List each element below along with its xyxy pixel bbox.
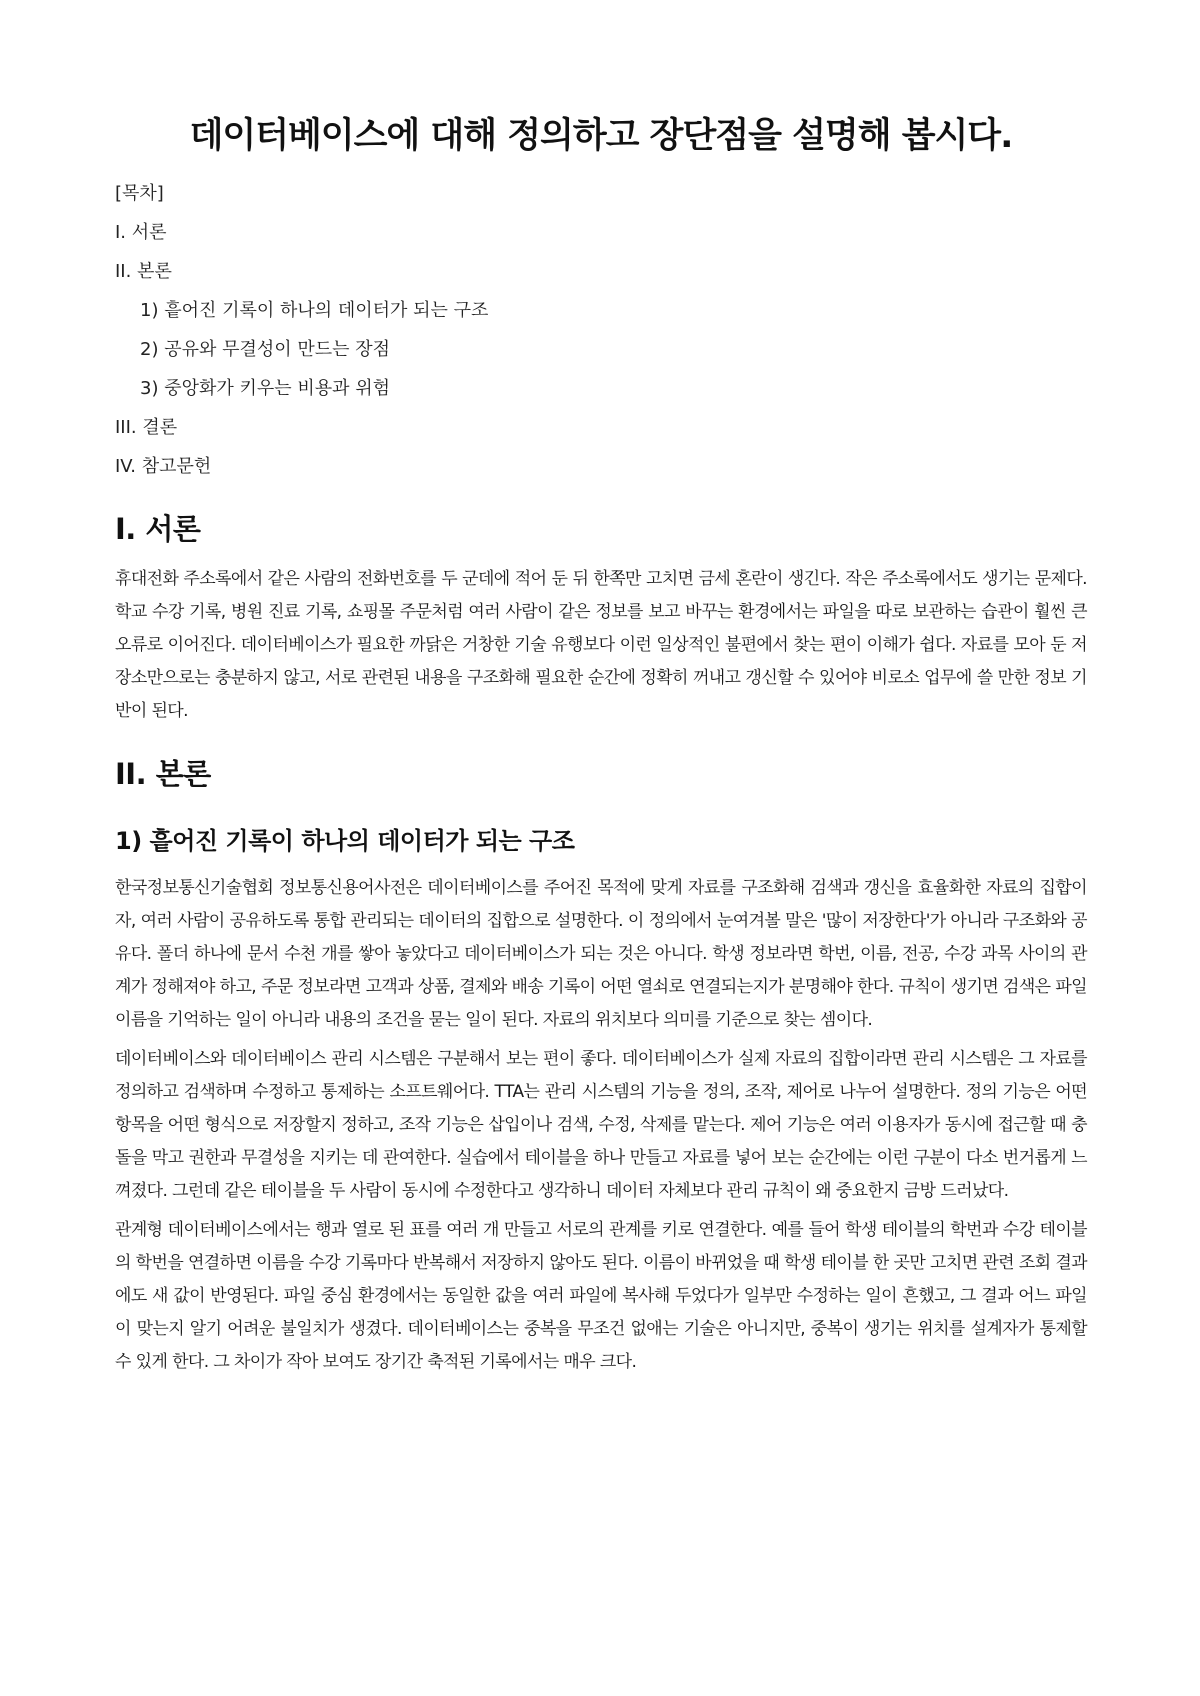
toc-item-body-3: 3) 중앙화가 키우는 비용과 위험 <box>140 378 391 399</box>
body-paragraph: 한국정보통신기술협회 정보통신용어사전은 데이터베이스를 주어진 목적에 맞게 자료를 구조화해 검색과 갱신을 효율화한 자료의 집합이자, 여러 사람이 공유하도록 통합 관리되는 데이터의 집합으로 설명한다. 이 정의에서 눈여겨볼 말은 '많이 저장한다'가 아니라 구조화와 공유다. 폴더 하나에 문서 수천 개를 쌓아 놓았다고 데이터베이스가 되는 것은 아니다. 학생 정보라면 학번, 이름, 전공, 수강 과목 사이의 관계가 정해져야 하고, 주문 정보라면 고객과 상품, 결제와 배송 기록이 어떤 열쇠로 연결되는지가 분명해야 한다. 규칙이 생기면 검색은 파일 이름을 기억하는 일이 아니라 내용의 조건을 묻는 일이 된다. 자료의 위치보다 의미를 기준으로 찾는 셈이다. <box>115 878 1087 1030</box>
section-heading-body: II. 본론 <box>115 757 211 791</box>
intro-paragraph: 휴대전화 주소록에서 같은 사람의 전화번호를 두 군데에 적어 둔 뒤 한쪽만 고치면 금세 혼란이 생긴다. 작은 주소록에서도 생기는 문제다. 학교 수강 기록, 병원 진료 기록, 쇼핑몰 주문처럼 여러 사람이 같은 정보를 보고 바꾸는 환경에서는 파일을 따로 보관하는 습관이 훨씬 큰 오류로 이어진다. 데이터베이스가 필요한 까닭은 거창한 기술 유행보다 이런 일상적인 불편에서 찾는 편이 이해가 쉽다. 자료를 모아 둔 저장소만으로는 충분하지 않고, 서로 관련된 내용을 구조화해 필요한 순간에 정확히 꺼내고 갱신할 수 있어야 비로소 업무에 쓸 만한 정보 기반이 된다. <box>115 569 1087 721</box>
section-body <box>115 754 1087 1379</box>
toc-item-body: II. 본론 <box>115 261 172 282</box>
toc-item-body-2: 2) 공유와 무결성이 만드는 장점 <box>140 339 391 360</box>
toc-item-intro: I. 서론 <box>115 222 167 243</box>
body-paragraph: 관계형 데이터베이스에서는 행과 열로 된 표를 여러 개 만들고 서로의 관계를 키로 연결한다. 예를 들어 학생 테이블의 학번과 수강 테이블의 학번을 연결하면 이름을 수강 기록마다 반복해서 저장하지 않아도 된다. 이름이 바뀌었을 때 학생 테이블 한 곳만 고치면 관련 조회 결과에도 새 값이 반영된다. 파일 중심 환경에서는 동일한 값을 여러 파일에 복사해 두었다가 일부만 수정하는 일이 흔했고, 그 결과 어느 파일이 맞는지 알기 어려운 불일치가 생겼다. 데이터베이스는 중복을 무조건 없애는 기술은 아니지만, 중복이 생기는 위치를 설계자가 통제할 수 있게 한다. 그 차이가 작아 보여도 장기간 축적된 기록에서는 매우 크다. <box>115 1220 1087 1372</box>
toc-item-references: IV. 참고문헌 <box>115 456 212 477</box>
document-title: 데이터베이스에 대해 정의하고 장단점을 설명해 봅시다. <box>189 116 1013 156</box>
body-paragraph: 데이터베이스와 데이터베이스 관리 시스템은 구분해서 보는 편이 좋다. 데이터베이스가 실제 자료의 집합이라면 관리 시스템은 그 자료를 정의하고 검색하며 수정하고 통제하는 소프트웨어다. TTA는 관리 시스템의 기능을 정의, 조작, 제어로 나누어 설명한다. 정의 기능은 어떤 항목을 어떤 형식으로 저장할지 정하고, 조작 기능은 삽입이나 검색, 수정, 삭제를 맡는다. 제어 기능은 여러 이용자가 동시에 접근할 때 충돌을 막고 권한과 무결성을 지키는 데 관여한다. 실습에서 테이블을 하나 만들고 자료를 넣어 보는 순간에는 이런 구분이 다소 번거롭게 느껴졌다. 그런데 같은 테이블을 두 사람이 동시에 수정한다고 생각하니 데이터 자체보다 관리 규칙이 왜 중요한지 금방 드러났다. <box>115 1049 1087 1201</box>
section-heading-intro: I. 서론 <box>115 512 201 546</box>
table-of-contents <box>115 182 1087 479</box>
section-intro <box>115 509 1087 728</box>
toc-item-body-1: 1) 흩어진 기록이 하나의 데이터가 되는 구조 <box>140 300 489 321</box>
subsection-heading-1: 1) 흩어진 기록이 하나의 데이터가 되는 구조 <box>115 827 575 855</box>
toc-heading: [목차] <box>115 183 164 204</box>
toc-item-conclusion: III. 결론 <box>115 417 178 438</box>
